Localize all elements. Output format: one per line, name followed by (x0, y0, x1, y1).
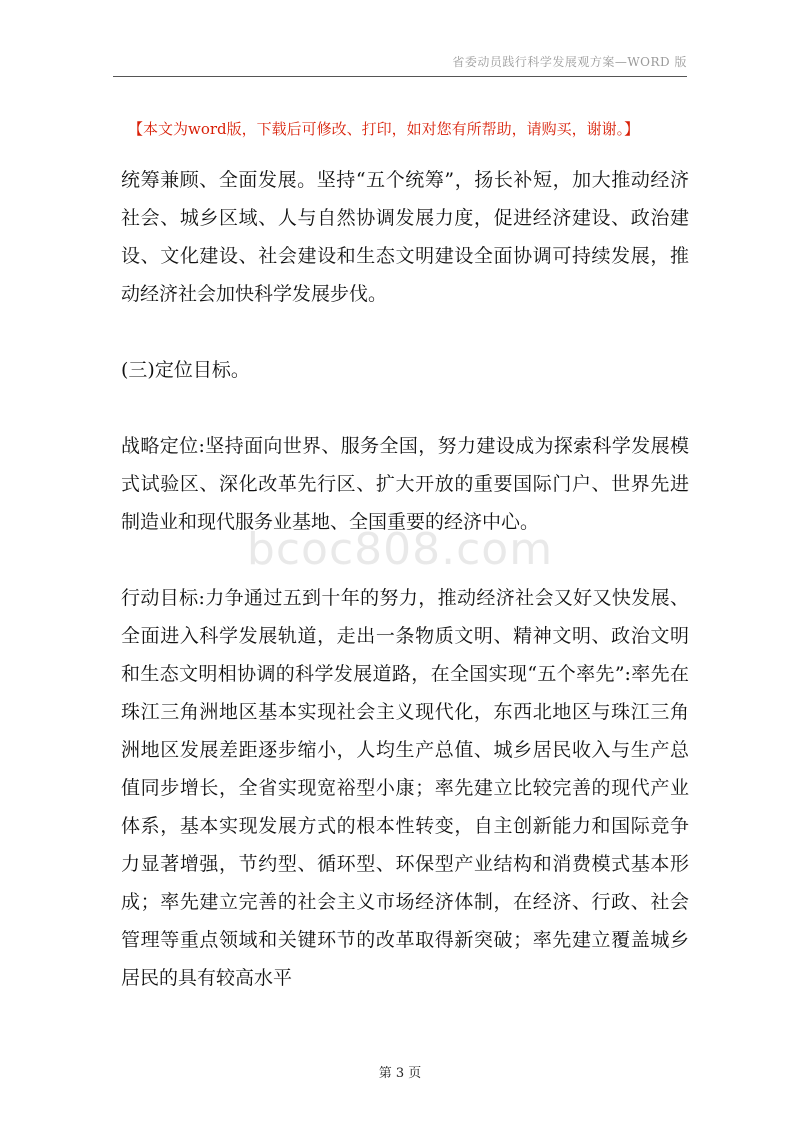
paragraph-gap (121, 541, 689, 579)
header-divider (113, 76, 687, 77)
download-notice: 【本文为word版，下载后可修改、打印，如对您有所帮助，请购买，谢谢。】 (128, 120, 640, 138)
paragraph-action-goals: 行动目标:力争通过五到十年的努力，推动经济社会又好又快发展、全面进入科学发展轨道，走出一条物质文明、精神文明、政治文明和生态文明相协调的科学发展道路，在全国实现“五个率先”:率先在珠江三角洲地区基本实现社会主义现代化，东西北地区与珠江三角洲地区发展差距逐步缩小，人均生产总值、城乡居民收入与生产总值同步增长，全省实现宽裕型小康；率先建立比较完善的现代产业体系，基本实现发展方式的根本性转变，自主创新能力和国际竞争力显著增强，节约型、循环型、环保型产业结构和消费模式基本形成；率先建立完善的社会主义市场经济体制，在经济、行政、社会管理等重点领域和关键环节的改革取得新突破；率先建立覆盖城乡居民的具有较高水平 (121, 587, 689, 989)
section-heading-positioning-goals: (三)定位目标。 (121, 359, 250, 381)
paragraph-strategic-positioning: 战略定位:坚持面向世界、服务全国，努力建设成为探索科学发展模式试验区、深化改革先行区、扩大开放的重要国际门户、世界先进制造业和现代服务业基地、全国重要的经济中心。 (121, 435, 689, 533)
paragraph-gap (121, 313, 689, 351)
paragraph-overall-planning: 统筹兼顾、全面发展。坚持“五个统筹”，扬长补短，加大推动经济社会、城乡区域、人与自然协调发展力度，促进经济建设、政治建设、文化建设、社会建设和生态文明建设全面协调可持续发展，推动经济社会加快科学发展步伐。 (121, 169, 689, 305)
page-number: 第 3 页 (378, 1066, 422, 1081)
paragraph-gap (121, 389, 689, 427)
page-header-title: 省委动员践行科学发展观方案—WORD 版 (452, 55, 687, 69)
watermark: bcoc808.com (246, 524, 554, 575)
document-body (121, 161, 689, 997)
